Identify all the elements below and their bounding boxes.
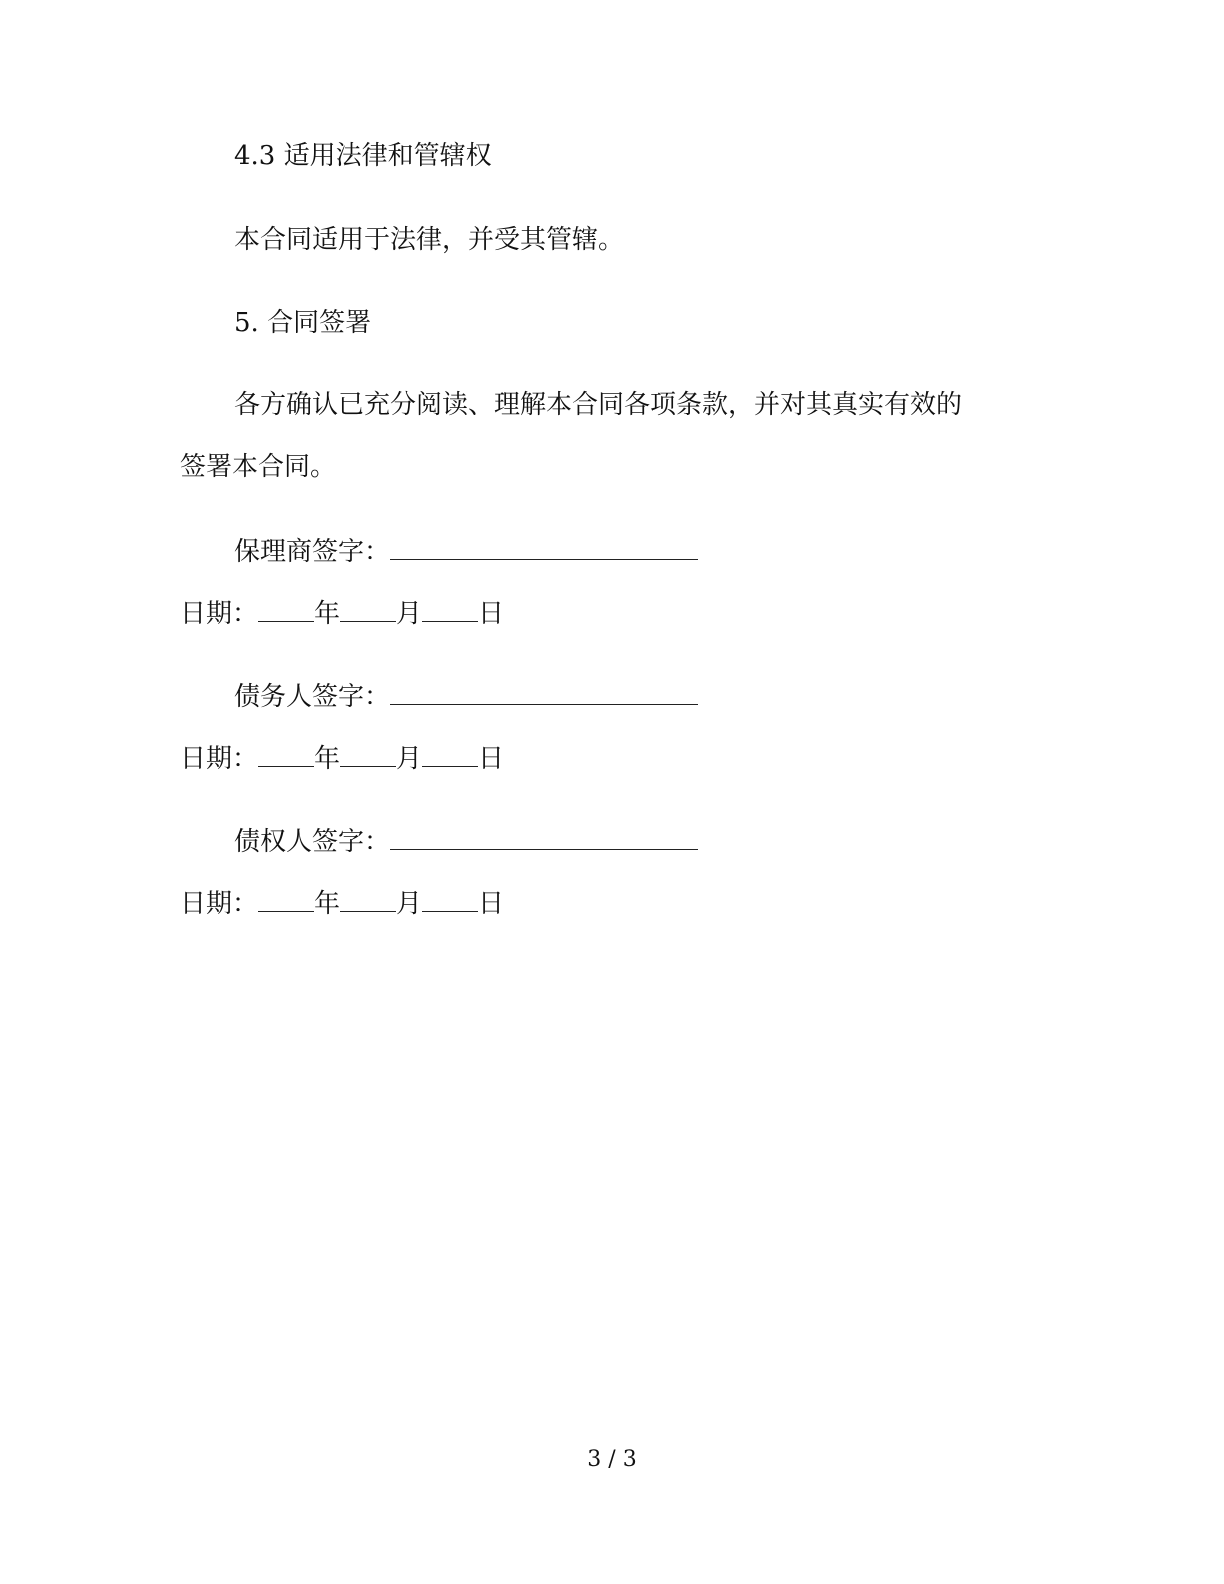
signature-label: 保理商签字： [234, 537, 391, 567]
year-blank[interactable] [258, 597, 314, 622]
year-blank[interactable] [258, 742, 314, 767]
day-label: 日 [478, 889, 505, 919]
day-blank[interactable] [422, 742, 478, 767]
day-label: 日 [478, 599, 505, 629]
paragraph-continuation: 签署本合同。 [180, 452, 337, 482]
date-label: 日期： [180, 889, 259, 919]
year-label: 年 [314, 744, 341, 774]
section-heading: 4.3 适用法律和管辖权 [234, 141, 492, 171]
signature-blank[interactable] [390, 680, 698, 705]
month-label: 月 [396, 744, 423, 774]
date-line [180, 887, 504, 920]
signature-blank[interactable] [390, 825, 698, 850]
date-line [180, 742, 504, 775]
year-blank[interactable] [258, 887, 314, 912]
date-label: 日期： [180, 744, 259, 774]
year-label: 年 [314, 889, 341, 919]
signature-label: 债务人签字： [234, 682, 391, 712]
section-heading: 5. 合同签署 [234, 308, 372, 338]
signature-line-factor [234, 535, 698, 568]
signature-line-debtor [234, 680, 698, 713]
signature-line-creditor [234, 825, 698, 858]
month-blank[interactable] [340, 887, 396, 912]
date-line [180, 597, 504, 630]
day-blank[interactable] [422, 597, 478, 622]
month-blank[interactable] [340, 742, 396, 767]
date-label: 日期： [180, 599, 259, 629]
year-label: 年 [314, 599, 341, 629]
signature-label: 债权人签字： [234, 827, 391, 857]
month-label: 月 [396, 599, 423, 629]
month-blank[interactable] [340, 597, 396, 622]
day-label: 日 [478, 744, 505, 774]
month-label: 月 [396, 889, 423, 919]
day-blank[interactable] [422, 887, 478, 912]
paragraph: 各方确认已充分阅读、理解本合同各项条款，并对其真实有效的 [234, 390, 963, 420]
page-number: 3 / 3 [587, 1447, 637, 1472]
paragraph: 本合同适用于法律，并受其管辖。 [234, 225, 625, 255]
signature-blank[interactable] [390, 535, 698, 560]
